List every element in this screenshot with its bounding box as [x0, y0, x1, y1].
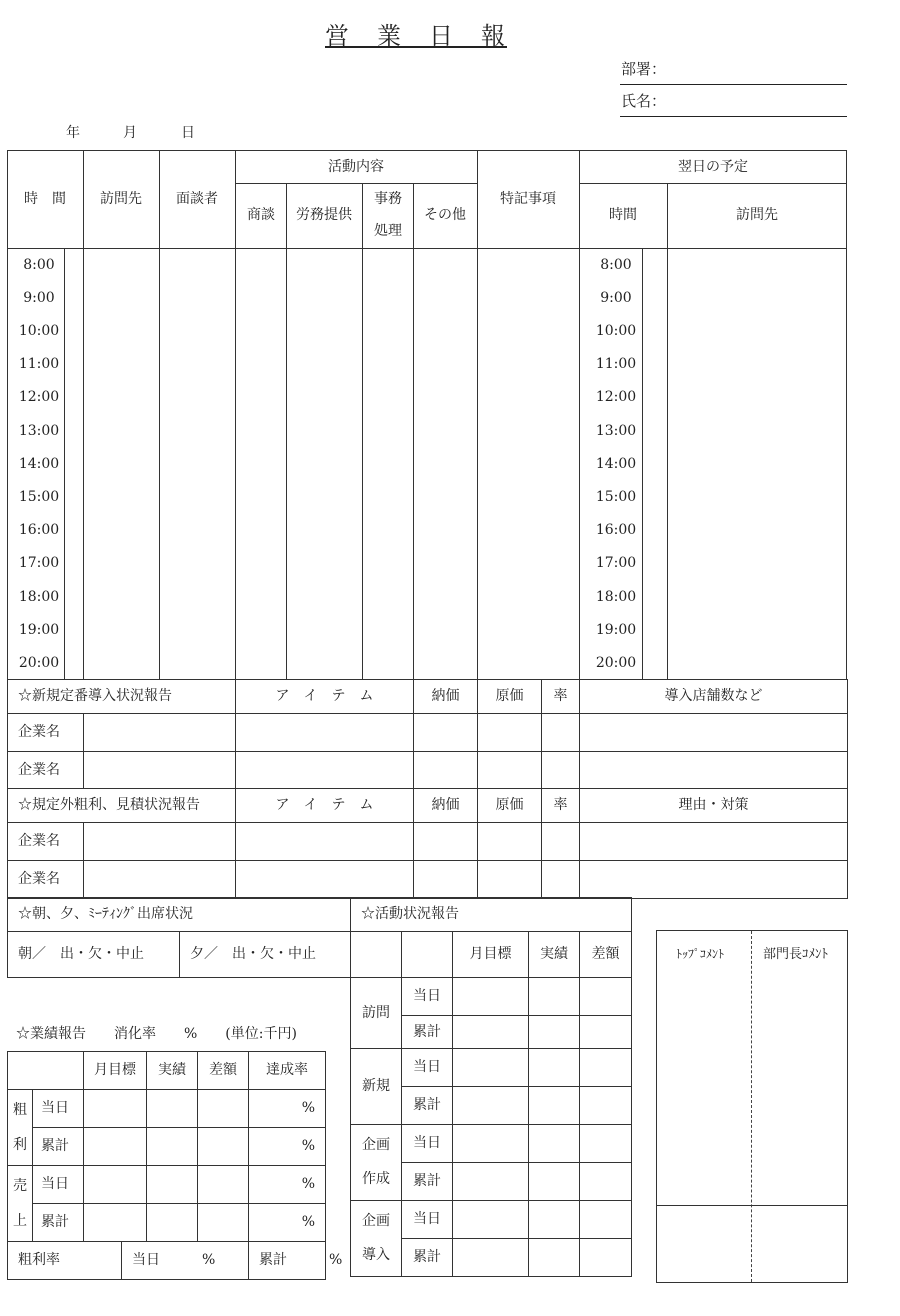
- value-cell[interactable]: [198, 1204, 249, 1242]
- empty-cell: [402, 932, 453, 978]
- value-cell[interactable]: [84, 1090, 147, 1128]
- value-cell[interactable]: [147, 1166, 198, 1204]
- value-cell[interactable]: [529, 1049, 580, 1087]
- cumulative-label: 累計: [33, 1204, 84, 1242]
- hour-label: 17:00: [18, 555, 60, 572]
- company-label: 企業名: [8, 752, 84, 789]
- value-cell[interactable]: [147, 1090, 198, 1128]
- percent-cell[interactable]: %: [249, 1090, 326, 1128]
- act-office-1: 事務: [374, 191, 402, 207]
- gross-margin-cumulative[interactable]: 累計 %: [249, 1242, 326, 1280]
- gross-margin-label: 粗利率: [8, 1242, 122, 1280]
- value-cell[interactable]: [198, 1090, 249, 1128]
- gross-profit-label: 粗 利: [8, 1090, 33, 1166]
- value-cell[interactable]: [84, 1166, 147, 1204]
- item-field[interactable]: [236, 752, 414, 789]
- company-field[interactable]: [84, 823, 236, 861]
- today-label: 当日: [33, 1166, 84, 1204]
- new-products-extra: 導入店舗数など: [580, 680, 848, 714]
- col-visit: 訪問先: [100, 191, 142, 207]
- value-cell[interactable]: [529, 1163, 580, 1201]
- cost-field[interactable]: [478, 861, 542, 899]
- schedule-lines: [7, 150, 847, 680]
- product-report-table: [7, 679, 848, 899]
- next-hour-label: 19:00: [595, 621, 637, 638]
- cost-field[interactable]: [478, 752, 542, 789]
- perf-header-diff: 差額: [198, 1052, 249, 1090]
- next-hour-label: 17:00: [595, 555, 637, 572]
- hour-label: 15:00: [18, 489, 60, 505]
- date-month[interactable]: 月: [123, 125, 137, 141]
- hour-label: 9:00: [23, 289, 55, 306]
- hour-label: 20:00: [18, 655, 60, 671]
- cumulative-label: 累計: [402, 1016, 453, 1049]
- value-cell[interactable]: [580, 1049, 632, 1087]
- today-label: 当日: [402, 1125, 453, 1163]
- perf-header-result: 実績: [147, 1052, 198, 1090]
- value-cell[interactable]: [453, 978, 529, 1016]
- cumulative-label: 累計: [33, 1128, 84, 1166]
- other-products-cost: 原価: [478, 789, 542, 823]
- comments-divider: [751, 931, 752, 1282]
- hour-label: 11:00: [18, 356, 60, 373]
- next-hour-label: 12:00: [595, 389, 637, 406]
- new-products-cost: 原価: [478, 680, 542, 714]
- perf-header-achieve: 達成率: [249, 1052, 326, 1090]
- act-group-plan-create: 企画 作成: [351, 1125, 402, 1201]
- hour-label: 18:00: [18, 588, 60, 605]
- price-field[interactable]: [414, 823, 478, 861]
- value-cell[interactable]: [580, 1087, 632, 1125]
- activity-report-table: [350, 897, 632, 1277]
- empty-cell: [351, 932, 402, 978]
- other-products-item: ア イ テ ム: [236, 789, 414, 823]
- cumulative-label: 累計: [402, 1087, 453, 1125]
- evening-meeting[interactable]: 夕／ 出・欠・中止: [180, 932, 352, 978]
- comments-box[interactable]: [656, 930, 848, 1283]
- rate-field[interactable]: [542, 823, 580, 861]
- company-field[interactable]: [84, 752, 236, 789]
- next-time: 時間: [609, 207, 637, 223]
- cumulative-label: 累計: [402, 1163, 453, 1201]
- value-cell[interactable]: [580, 1201, 632, 1239]
- other-products-extra: 理由・対策: [580, 789, 848, 823]
- value-cell[interactable]: [453, 1163, 529, 1201]
- performance-table: [7, 1051, 343, 1280]
- extra-field[interactable]: [580, 752, 848, 789]
- new-products-price: 納価: [414, 680, 478, 714]
- sales-label: 売 上: [8, 1166, 33, 1242]
- col-activity: 活動内容: [328, 159, 384, 175]
- value-cell[interactable]: [453, 1201, 529, 1239]
- value-cell[interactable]: [198, 1128, 249, 1166]
- today-label: 当日: [402, 1201, 453, 1239]
- value-cell[interactable]: [580, 1239, 632, 1277]
- other-products-title: ☆規定外粗利、見積状況報告: [8, 789, 236, 823]
- value-cell[interactable]: [453, 1239, 529, 1277]
- date-year[interactable]: 年: [66, 125, 80, 141]
- value-cell[interactable]: [198, 1166, 249, 1204]
- value-cell[interactable]: [84, 1204, 147, 1242]
- value-cell[interactable]: [580, 1016, 632, 1049]
- cost-field[interactable]: [478, 823, 542, 861]
- company-label: 企業名: [8, 714, 84, 752]
- today-label: 当日: [402, 978, 453, 1016]
- value-cell[interactable]: [453, 1087, 529, 1125]
- item-field[interactable]: [236, 861, 414, 899]
- item-field[interactable]: [236, 823, 414, 861]
- next-hour-label: 14:00: [595, 455, 637, 472]
- next-hour-label: 9:00: [600, 289, 632, 306]
- meeting-title: ☆朝、夕、ﾐｰﾃｨﾝｸﾞ出席状況: [8, 898, 352, 932]
- department-label: 部署：: [621, 60, 667, 78]
- next-hour-label: 11:00: [595, 356, 637, 373]
- act-header-diff: 差額: [580, 932, 632, 978]
- price-field[interactable]: [414, 752, 478, 789]
- hour-label: 13:00: [18, 422, 60, 439]
- perf-header-target: 月目標: [84, 1052, 147, 1090]
- percent-cell[interactable]: %: [249, 1204, 326, 1242]
- hour-label: 12:00: [18, 389, 60, 406]
- hour-lines: [64, 282, 847, 647]
- manager-comment-label: 部門長ｺﾒﾝﾄ: [763, 947, 829, 962]
- company-label: 企業名: [8, 861, 84, 899]
- col-next-plan: 翌日の予定: [678, 159, 748, 175]
- price-field[interactable]: [414, 861, 478, 899]
- value-cell[interactable]: [529, 978, 580, 1016]
- new-products-rate: 率: [542, 680, 580, 714]
- next-hour-label: 15:00: [595, 489, 637, 505]
- rate-field[interactable]: [542, 861, 580, 899]
- cost-field[interactable]: [478, 714, 542, 752]
- next-hour-label: 16:00: [595, 522, 637, 539]
- activity-report-title: ☆活動状況報告: [351, 898, 632, 932]
- value-cell[interactable]: [529, 1125, 580, 1163]
- act-labor: 労務提供: [296, 207, 352, 223]
- other-products-price: 納価: [414, 789, 478, 823]
- act-other: その他: [424, 207, 466, 223]
- page-title: 営 業 日 報: [325, 22, 507, 50]
- value-cell[interactable]: [529, 1087, 580, 1125]
- item-field[interactable]: [236, 714, 414, 752]
- gross-margin-today[interactable]: 当日 %: [122, 1242, 249, 1280]
- rate-field[interactable]: [542, 752, 580, 789]
- hour-label: 8:00: [23, 256, 55, 273]
- company-field[interactable]: [84, 861, 236, 899]
- act-header-target: 月目標: [453, 932, 529, 978]
- percent-cell[interactable]: %: [249, 1128, 326, 1166]
- company-label: 企業名: [8, 823, 84, 861]
- next-hour-label: 10:00: [595, 323, 637, 339]
- comments-hline: [657, 1205, 847, 1206]
- value-cell[interactable]: [453, 1125, 529, 1163]
- cumulative-label: 累計: [402, 1239, 453, 1277]
- col-notes: 特記事項: [500, 191, 556, 207]
- hour-label: 16:00: [18, 522, 60, 539]
- value-cell[interactable]: [147, 1204, 198, 1242]
- date-day[interactable]: 日: [181, 125, 195, 141]
- meeting-table: [7, 897, 352, 978]
- act-group-visit: 訪問: [351, 978, 402, 1049]
- act-negotiation: 商談: [247, 207, 275, 223]
- percent-cell[interactable]: %: [249, 1166, 326, 1204]
- today-label: 当日: [33, 1090, 84, 1128]
- value-cell[interactable]: [529, 1016, 580, 1049]
- value-cell[interactable]: [147, 1128, 198, 1166]
- next-hour-label: 13:00: [595, 422, 637, 439]
- act-header-result: 実績: [529, 932, 580, 978]
- next-hour-label: 20:00: [595, 655, 637, 671]
- act-group-new: 新規: [351, 1049, 402, 1125]
- act-group-plan-intro: 企画 導入: [351, 1201, 402, 1277]
- value-cell[interactable]: [580, 1125, 632, 1163]
- new-products-item: ア イ テ ム: [236, 680, 414, 714]
- value-cell[interactable]: [453, 1049, 529, 1087]
- morning-meeting[interactable]: 朝／ 出・欠・中止: [8, 932, 180, 978]
- hour-label: 19:00: [18, 621, 60, 638]
- performance-title: ☆業績報告 消化率 % (単位:千円): [16, 1026, 297, 1042]
- value-cell[interactable]: [453, 1016, 529, 1049]
- new-products-title: ☆新規定番導入状況報告: [8, 680, 236, 714]
- empty-cell: [8, 1052, 84, 1090]
- top-comment-label: ﾄｯﾌﾟｺﾒﾝﾄ: [676, 947, 725, 961]
- name-label: 氏名：: [621, 92, 667, 110]
- value-cell[interactable]: [580, 1163, 632, 1201]
- value-cell[interactable]: [529, 1239, 580, 1277]
- act-office-2: 処理: [374, 223, 402, 239]
- rate-field[interactable]: [542, 714, 580, 752]
- col-person: 面談者: [176, 191, 218, 207]
- hour-label: 14:00: [18, 455, 60, 472]
- extra-field[interactable]: [580, 714, 848, 752]
- company-field[interactable]: [84, 714, 236, 752]
- extra-field[interactable]: [580, 823, 848, 861]
- next-visit: 訪問先: [736, 207, 778, 223]
- value-cell[interactable]: [84, 1128, 147, 1166]
- next-hour-label: 8:00: [600, 256, 632, 273]
- next-hour-label: 18:00: [595, 588, 637, 605]
- other-products-rate: 率: [542, 789, 580, 823]
- price-field[interactable]: [414, 714, 478, 752]
- col-time: 時 間: [24, 191, 66, 207]
- today-label: 当日: [402, 1049, 453, 1087]
- hour-label: 10:00: [18, 323, 60, 339]
- value-cell[interactable]: [580, 978, 632, 1016]
- extra-field[interactable]: [580, 861, 848, 899]
- value-cell[interactable]: [529, 1201, 580, 1239]
